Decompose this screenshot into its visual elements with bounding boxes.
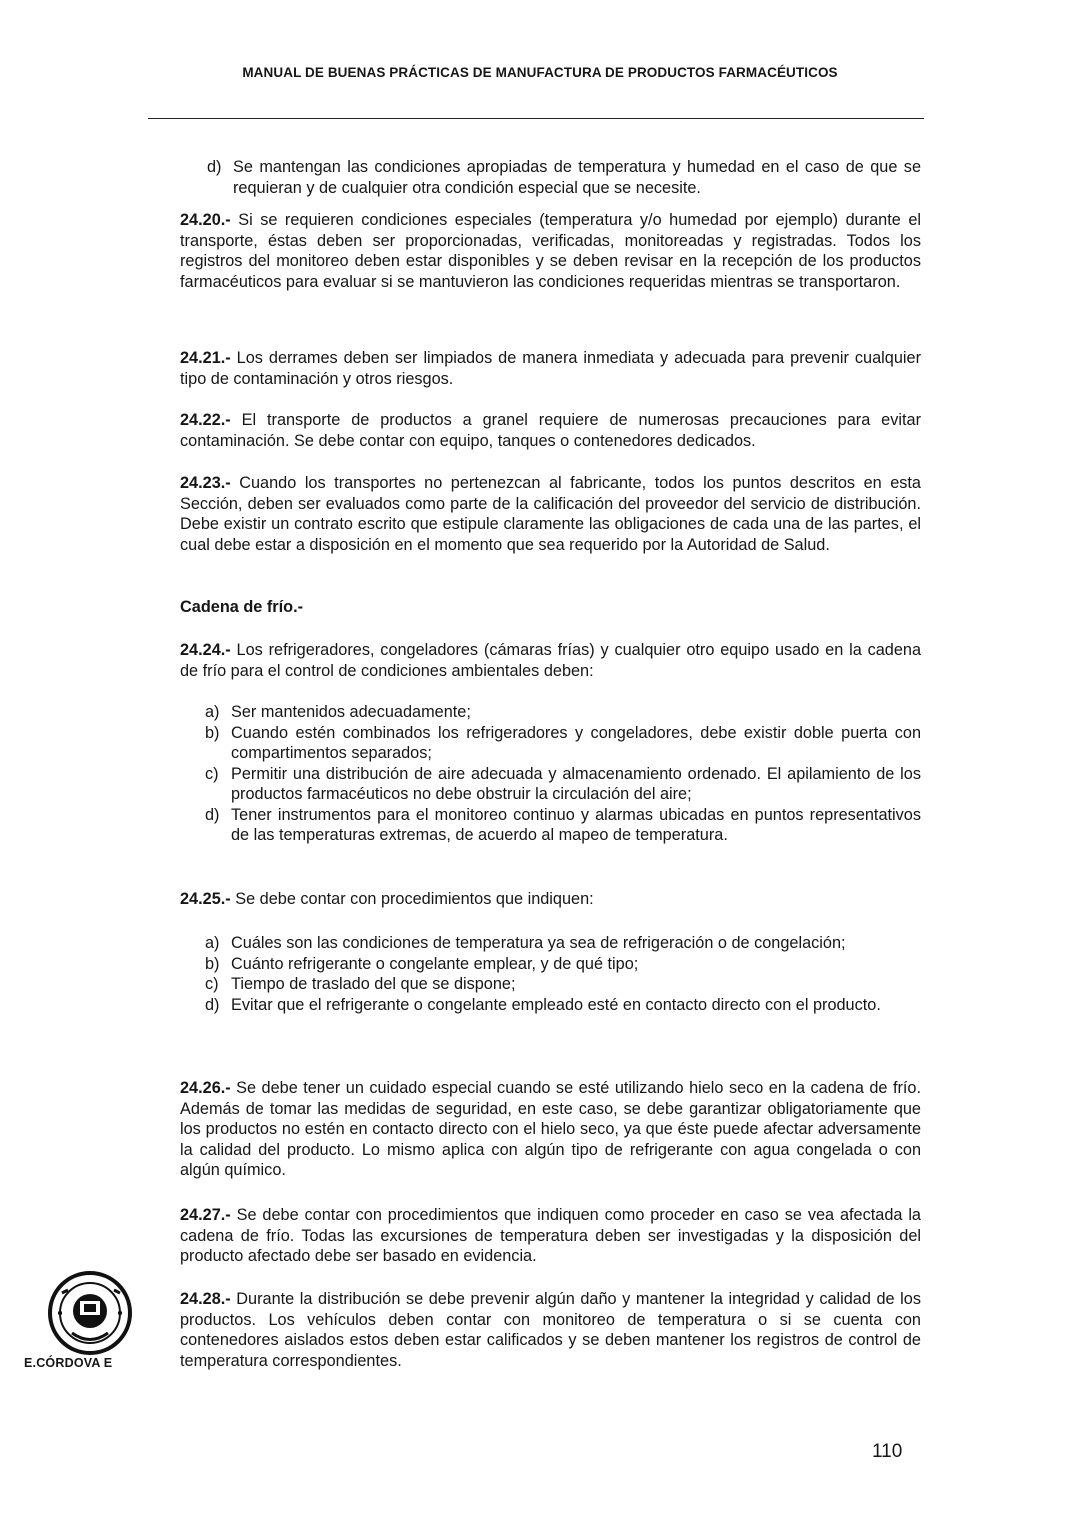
section-text: Durante la distribución se debe prevenir algún daño y mantener la integridad y calidad de los productos. Los vehículos deben contar con monitoreo de temperatura o si se cuenta con contenedores aislados estos deben estar calificados y se deben mantener los registros de control de temperatura correspondientes.	[180, 1290, 921, 1370]
list-item-label: b)	[205, 723, 220, 742]
list-item-text: Tiempo de traslado del que se dispone;	[231, 975, 516, 993]
list-item-text: Cuando estén combinados los refrigeradores y congeladores, debe existir doble puerta con compartimentos separados;	[231, 723, 921, 762]
official-seal-icon	[32, 1268, 144, 1358]
section-text: Si se requieren condiciones especiales (temperatura y/o humedad por ejemplo) durante el transporte, éstas deben ser proporcionadas, verificadas, monitoreadas y registradas. Todos los registros del monitoreo deben estar disponibles y se deben revisar en la recepción de los productos farmacéuticos para evaluar si se mantuvieron las condiciones requeridas mientras se transportaron.	[180, 211, 921, 291]
section-24-23	[180, 473, 921, 555]
list-item-label: c)	[205, 975, 219, 993]
list-item-text: Evitar que el refrigerante o congelante empleado esté en contacto directo con el producto.	[231, 995, 881, 1014]
list-24-25	[205, 933, 921, 1015]
section-text: Los derrames deben ser limpiados de manera inmediata y adecuada para prevenir cualquier tipo de contaminación y otros riesgos.	[180, 349, 921, 388]
list-item-text: Cuáles son las condiciones de temperatura ya sea de refrigeración o de congelación;	[231, 934, 846, 952]
list-item	[205, 805, 921, 846]
list-item	[205, 995, 921, 1016]
section-24-28	[180, 1289, 921, 1371]
list-item	[205, 723, 921, 764]
list-item-label: b)	[205, 954, 220, 973]
section-text: Se debe contar con procedimientos que indiquen como proceder en caso se vea afectada la cadena de frío. Todas las excursiones de temperatura deben ser investigadas y la disposición del producto afectado debe ser basado en evidencia.	[180, 1206, 921, 1265]
section-number: 24.20.-	[180, 211, 231, 229]
section-text: El transporte de productos a granel requiere de numerosas precauciones para evitar contaminación. Se debe contar con equipo, tanques o contenedores dedicados.	[180, 411, 921, 450]
list-item	[205, 764, 921, 805]
list-item-text: Permitir una distribución de aire adecuada y almacenamiento ordenado. El apilamiento de los productos farmacéuticos no debe obstruir la circulación del aire;	[231, 764, 921, 803]
list-item	[205, 933, 921, 954]
section-number: 24.25.-	[180, 890, 231, 908]
section-number: 24.24.-	[180, 641, 231, 659]
section-24-27	[180, 1205, 921, 1267]
list-item-text: Ser mantenidos adecuadamente;	[231, 703, 471, 721]
page-number: 110	[872, 1441, 903, 1462]
page-header-title: MANUAL DE BUENAS PRÁCTICAS DE MANUFACTURA DE PRODUCTOS FARMACÉUTICOS	[242, 65, 838, 80]
section-number: 24.28.-	[180, 1290, 231, 1308]
list-item-text: Tener instrumentos para el monitoreo continuo y alarmas ubicadas en puntos representativos de las temperaturas extremas, de acuerdo al mapeo de temperatura.	[231, 805, 921, 844]
section-24-20	[180, 210, 921, 292]
list-item-label: c)	[205, 764, 219, 783]
document-body	[180, 0, 921, 1526]
section-heading-cadena-de-frio: Cadena de frío.-	[180, 598, 304, 616]
section-text: Se debe tener un cuidado especial cuando se esté utilizando hielo seco en la cadena de frío. Además de tomar las medidas de seguridad, en este caso, se debe garantizar obligatoriamente que los productos no estén en contacto directo con el hielo seco, ya que éste puede afectar adversamente la calidad del producto. Lo mismo aplica con algún tipo de refrigerante con agua congelada o con algún químico.	[180, 1079, 921, 1179]
list-item-text: Se mantengan las condiciones apropiadas de temperatura y humedad en el caso de que se requieran y de cualquier otra condición especial que se necesite.	[233, 158, 921, 197]
list-item-label: d)	[205, 805, 220, 824]
list-item	[205, 702, 921, 723]
list-item-label: d)	[205, 995, 220, 1014]
section-number: 24.26.-	[180, 1079, 231, 1097]
section-24-21	[180, 348, 921, 389]
list-item-label: a)	[205, 934, 220, 952]
list-item	[207, 157, 921, 198]
list-item-text: Cuánto refrigerante o congelante emplear, y de qué tipo;	[231, 954, 639, 973]
section-24-24	[180, 640, 921, 681]
section-text: Se debe contar con procedimientos que indiquen:	[230, 890, 594, 908]
section-text: Los refrigeradores, congeladores (cámaras frías) y cualquier otro equipo usado en la cadena de frío para el control de condiciones ambientales deben:	[180, 641, 921, 680]
list-item	[205, 954, 921, 975]
section-number: 24.27.-	[180, 1206, 231, 1224]
section-24-26	[180, 1078, 921, 1181]
list-item-label: a)	[205, 703, 220, 721]
section-text: Cuando los transportes no pertenezcan al fabricante, todos los puntos descritos en esta Sección, deben ser evaluados como parte de la calificación del proveedor del servicio de distribución. Debe existir un contrato escrito que estipule claramente las obligaciones de cada una de las partes, el cual debe estar a disposición en el momento que sea requerido por la Autoridad de Salud.	[180, 474, 921, 554]
seal-signature-name: E.CÓRDOVA E	[24, 1356, 113, 1370]
list-previous-items	[207, 157, 921, 198]
list-item	[205, 974, 921, 995]
list-item-label: d)	[207, 158, 222, 176]
section-24-25	[180, 889, 921, 910]
section-number: 24.23.-	[180, 474, 231, 492]
list-24-24	[205, 702, 921, 846]
section-number: 24.22.-	[180, 411, 231, 429]
section-number: 24.21.-	[180, 349, 231, 367]
section-24-22	[180, 410, 921, 451]
